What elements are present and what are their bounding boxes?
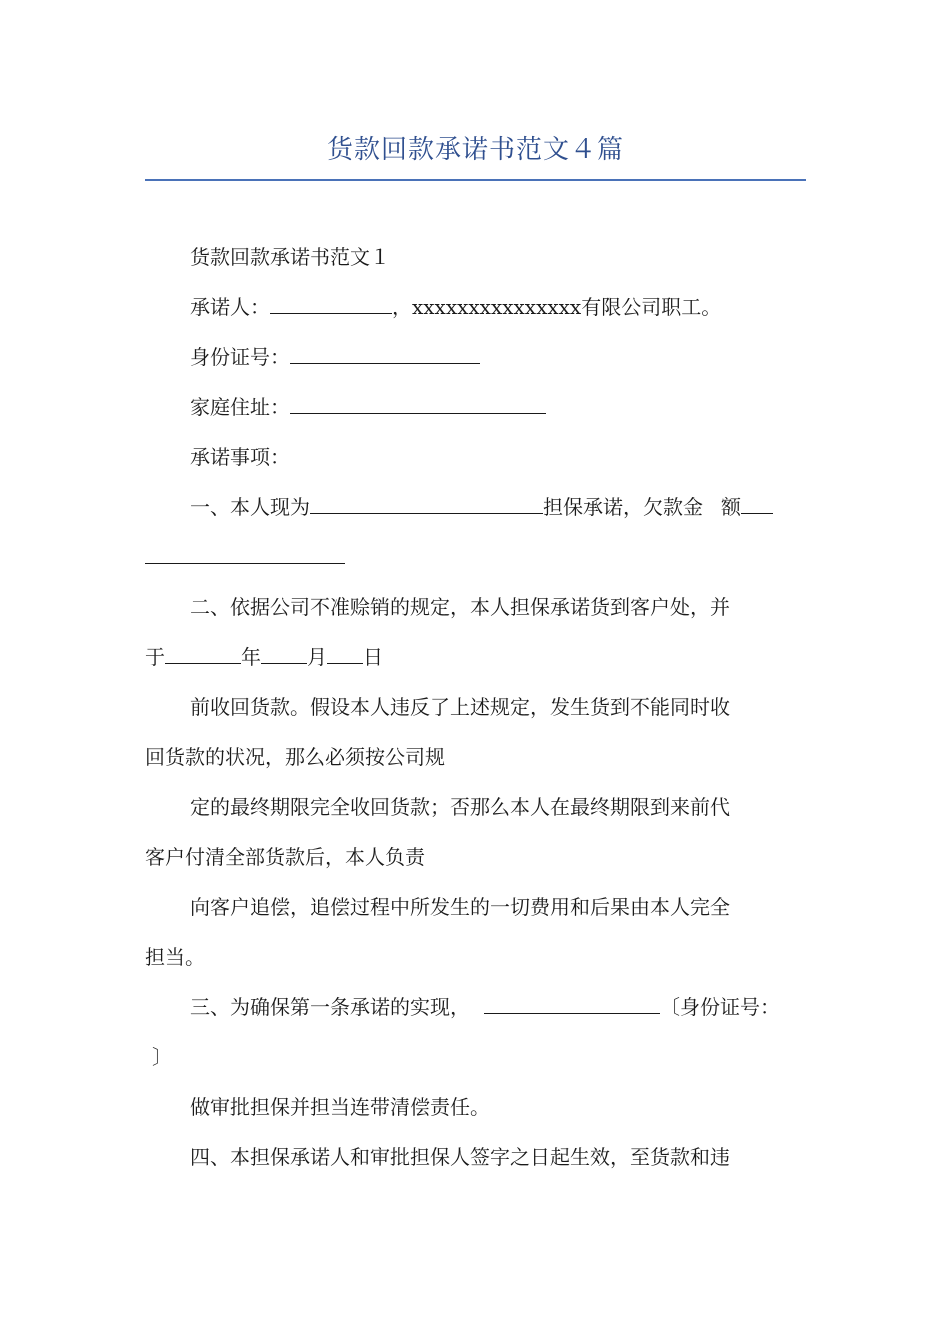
- promisor-company: xxxxxxxxxxxxxxx有限公司职工。: [412, 295, 722, 319]
- address-blank: [290, 393, 546, 414]
- para-3-line-2: 回货款的状况，那么必须按公司规: [145, 745, 445, 769]
- clause-3-prefix: 三、为确保第一条承诺的实现，: [190, 995, 470, 1019]
- section-heading: 货款回款承诺书范文１: [190, 245, 390, 269]
- para-5-line-1: 向客户追偿，追偿过程中所发生的一切费用和后果由本人完全: [190, 895, 730, 919]
- clause-1-prefix: 一、本人现为: [190, 495, 310, 519]
- day-label: 日: [363, 645, 383, 669]
- clause-1-suffix: 额: [721, 495, 741, 519]
- promisor-blank: [270, 293, 392, 314]
- day-blank: [327, 643, 363, 664]
- clause-3-blank-name: [484, 993, 660, 1014]
- clause-1-blank-guarantee: [310, 493, 543, 514]
- clause-1-line: [190, 492, 773, 522]
- title-divider: [145, 179, 806, 181]
- clause-1-blank-amount-cont: [145, 543, 345, 564]
- para-4-line-1: 定的最终期限完全收回货款；否那么本人在最终期限到来前代: [190, 795, 730, 819]
- year-blank: [165, 643, 241, 664]
- clause-1-blank-amount: [741, 493, 773, 514]
- clause-3-suffix: 〔身份证号：: [660, 995, 780, 1019]
- clause-4-line-1: 四、本担保承诺人和审批担保人签字之日起生效，至货款和违: [190, 1145, 730, 1169]
- clause-1-middle: 担保承诺，欠款金: [543, 495, 703, 519]
- month-label: 月: [307, 645, 327, 669]
- para-6: 做审批担保并担当连带清偿责任。: [190, 1095, 490, 1119]
- clause-2-date-line: [145, 642, 383, 672]
- matters-label: 承诺事项：: [190, 445, 290, 469]
- clause-2-prefix: 于: [145, 645, 165, 669]
- promisor-comma: ，: [392, 295, 412, 319]
- promisor-line: [190, 292, 721, 322]
- month-blank: [261, 643, 307, 664]
- id-number-line: [190, 342, 480, 372]
- para-5-line-2: 担当。: [145, 945, 205, 969]
- document-title: 货款回款承诺书范文４篇: [326, 135, 624, 165]
- clause-2-line-1: 二、依据公司不准赊销的规定，本人担保承诺货到客户处，并: [190, 595, 730, 619]
- year-label: 年: [241, 645, 261, 669]
- id-number-blank: [290, 343, 480, 364]
- promisor-label: 承诺人：: [190, 295, 270, 319]
- address-line: [190, 392, 546, 422]
- clause-3-close: 〕: [152, 1045, 172, 1069]
- clause-3-line: [190, 992, 780, 1022]
- address-label: 家庭住址：: [190, 395, 290, 419]
- clause-1-continuation: [145, 542, 345, 572]
- id-number-label: 身份证号：: [190, 345, 290, 369]
- para-3-line-1: 前收回货款。假设本人违反了上述规定，发生货到不能同时收: [190, 695, 730, 719]
- para-4-line-2: 客户付清全部货款后，本人负责: [145, 845, 425, 869]
